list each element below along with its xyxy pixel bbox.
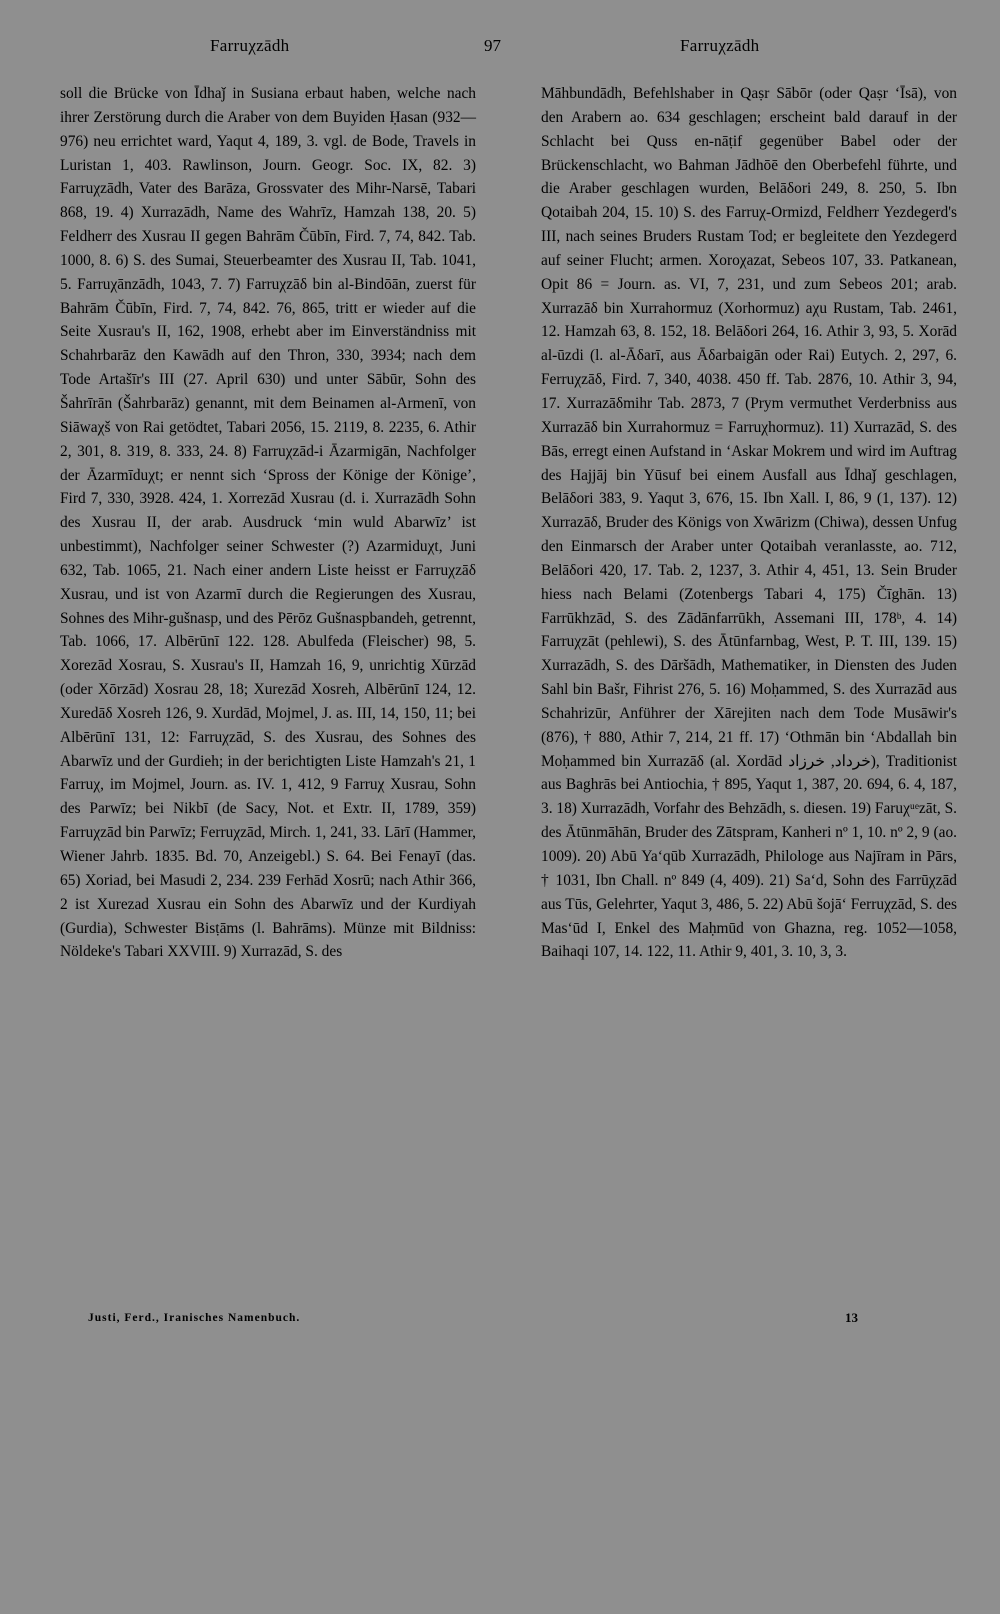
right-column (541, 82, 957, 964)
footer-source-note: Justi, Ferd., Iranisches Namenbuch. (88, 1312, 301, 1324)
header-right-title: Farruχzādh (680, 36, 760, 55)
header-left-title: Farruχzādh (210, 36, 290, 55)
column-divider (500, 84, 501, 1614)
page-number: 97 (484, 36, 501, 55)
left-column (60, 82, 476, 964)
footer-signature: 13 (845, 1310, 858, 1325)
running-header (0, 36, 1000, 60)
right-column-text: Māhbundādh, Befehlshaber in Qaṣr Sābōr (oder Qaṣr ‘Īsā), von den Arabern ao. 634 geschlagen; erscheint bald darauf in der Schlacht bei Quss en-nāṭif gegenüber Babel oder der Brückenschlacht, wo Bahman Jādhōē den Oberbefehl führte, und die Araber geschlagen wurden, Belāδori 249, 8. 250, 5. Ibn Qotaibah 204, 15. 10) S. des Farruχ-Ormizd, Feldherr Yezdegerd's III, nach seines Bruders Rustam Tod; er begleitete den Yezdegerd auf seiner Flucht; armen. Xoroχazat, Sebeos 107, 33. Patkanean, Opit 86 = Journ. as. VI, 7, 231, und zum Sebeos 201; arab. Xurrazāδ bin Xurrahormuz (Xorhormuz) aχu Rustam, Tab. 2461, 12. Hamzah 63, 8. 152, 18. Belāδori 264, 16. Athir 3, 93, 5. Xorād al-ūzdi (l. al-Āδarī, aus Āδarbaigān oder Rai) Eutych. 2, 297, 6. Ferruχzāδ, Fird. 7, 340, 4038. 450 ff. Tab. 2876, 10. Athir 3, 94, 17. Xurrazāδmihr Tab. 2873, 7 (Prym vermuthet Verderbniss aus Xurrazāδ bin Xurrahormuz = Farruχhormuz). 11) Xurrazād, S. des Bās, erregt einen Aufstand in ‘Askar Mokrem und wird im Auftrag des Hajjāj bin Yūsuf bei einem Ausfall aus Īdhaǰ geschlagen, Belāδori 383, 9. Yaqut 3, 676, 15. Ibn Xall. I, 86, 9 (1, 137). 12) Xurrazāδ, Bruder des Königs von Xwārizm (Chiwa), dessen Unfug den Einmarsch der Araber unter Qotaibah veranlasste, ao. 712, Belāδori 420, 17. Tab. 2, 1237, 3. Athir 4, 451, 13. Sein Bruder hiess nach Belami (Zotenbergs Tabari 4, 175) Čīghān. 13) Farrūkhzād, S. des Zādānfarrūkh, Assemani III, 178ᵇ, 4. 14) Farruχzāt (pehlewi), S. des Ātūnfarnbag, West, P. T. III, 139. 15) Xurrazādh, S. des Dāršādh, Mathematiker, in Diensten des Juden Sahl bin Bašr, Fihrist 276, 5. 16) Moḥammed, S. des Xurrazād aus Schahrizūr, Anführer der Xārejiten nach dem Tode Musāwir's (876), † 880, Athir 7, 214, 21 ff. 17) ‘Othmān bin ‘Abdallah bin Moḥammed bin Xurrazāδ (al. Xordād خرداد, خرزاد), Traditionist aus Baghrās bei Antiochia, † 895, Yaqut 1, 387, 20. 694, 6. 4, 187, 3. 18) Xurrazādh, Vorfahr des Behzādh, s. diesen. 19) Faruχᵘᵉzāt, S. des Ātūnmāhān, Bruder des Zātspram, Kanheri nº 1, 10. nº 2, 9 (ao. 1009). 20) Abū Ya‘qūb Xurrazādh, Philologe aus Najīram in Pārs, † 1031, Ibn Chall. nº 849 (4, 409). 21) Sa‘d, Sohn des Farrūχzād aus Tūs, Gelehrter, Yaqut 3, 486, 5. 22) Abū šojā‘ Ferruχzād, S. des Mas‘ūd I, Enkel des Maḥmūd von Ghazna, reg. 1052—1058, Baihaqi 107, 14. 122, 11. Athir 9, 401, 3. 10, 3, 3. (541, 85, 957, 961)
left-column-text: soll die Brücke von Īdhaǰ in Susiana erbaut haben, welche nach ihrer Zerstörung durch die Araber von dem Buyiden Ḥasan (932—976) neu errichtet ward, Yaqut 4, 189, 3. vgl. de Bode, Travels in Luristan 1, 403. Rawlinson, Journ. Geogr. Soc. IX, 82. 3) Farruχzādh, Vater des Barāza, Grossvater des Mihr-Narsē, Tabari 868, 19. 4) Xurrazādh, Name des Wahrīz, Hamzah 138, 20. 5) Feldherr des Xusrau II gegen Bahrām Čūbīn, Fird. 7, 74, 842. Tab. 1000, 8. 6) S. des Sumai, Steuerbeamter des Xusrau II, Tab. 1041, 5. Farruχānzādh, 1043, 7. 7) Farruχzāδ bin al-Bindōān, zuerst für Bahrām Čūbīn, Fird. 7, 74, 842. 76, 865, tritt er wieder auf die Seite Xusrau's II, 162, 1908, erhebt aber im Einverständniss mit Schahrbarāz den Kawādh auf den Thron, 330, 3934; nach dem Tode Artašīr's III (27. April 630) und unter Sābūr, Sohn des Šahrīrān (Šahrbarāz) genannt, mit dem Beinamen al-Armenī, von Siāwaχš von Rai getödtet, Tabari 2056, 15. 2119, 8. 2235, 6. Athir 2, 301, 8. 319, 8. 333, 24. 8) Farruχzād-i Āzarmigān, Nachfolger der Āzarmīduχt; er nennt sich ‘Spross der Könige der Könige’, Fird 7, 330, 3928. 424, 1. Xorrezād Xusrau (d. i. Xurrazādh Sohn des Xusrau II, der arab. Ausdruck ‘min wuld Abarwīz’ ist unbestimmt), Nachfolger seiner Schwester (?) Azarmiduχt, Juni 632, Tab. 1065, 21. Nach einer andern Liste heisst er Farruχzāδ Xusrau, und ist von Azarmī durch die Regierungen des Xusrau, Sohnes des Mihr-gušnasp, und des Pērōz Gušnaspbandeh, getrennt, Tab. 1066, 17. Albērūnī 122. 128. Abulfeda (Fleischer) 98, 5. Xorezād Xosrau, S. Xusrau's II, Hamzah 16, 9, unrichtig Xūrzād (oder Xōrzād) Xosrau 28, 18; Xurezād Xosreh, Albērūnī 124, 12. Xuredāδ Xosreh 126, 9. Xurdād, Mojmel, J. as. III, 14, 150, 11; bei Albērūnī 131, 12: Farruχzād, S. des Xusrau, des Sohnes des Abarwīz und der Gurdieh; in der berichtigten Liste Hamzah's 21, 1 Farruχ, im Mojmel, Journ. as. IV. 1, 412, 9 Farruχ Xusrau, Sohn des Parwīz; bei Nikbī (de Sacy, Not. et Extr. II, 1789, 359) Farruχzād bin Parwīz; Ferruχzād, Mirch. 1, 241, 33. Lārī (Hammer, Wiener Jahrb. 1835. Bd. 70, Anzeigebl.) S. 64. Bei Fenayī (das. 65) Xoriad, bei Masudi 2, 234. 239 Ferhād Xosrū; nach Athir 366, 2 ist Xurezad Xusrau ein Sohn des Abarwīz und der Kurdiyah (Gurdia), Schwester Bisṭāms (l. Bahrāms). Münze mit Bildniss: Nöldeke's Tabari XXVIII. 9) Xurrazād, S. des (60, 85, 476, 961)
